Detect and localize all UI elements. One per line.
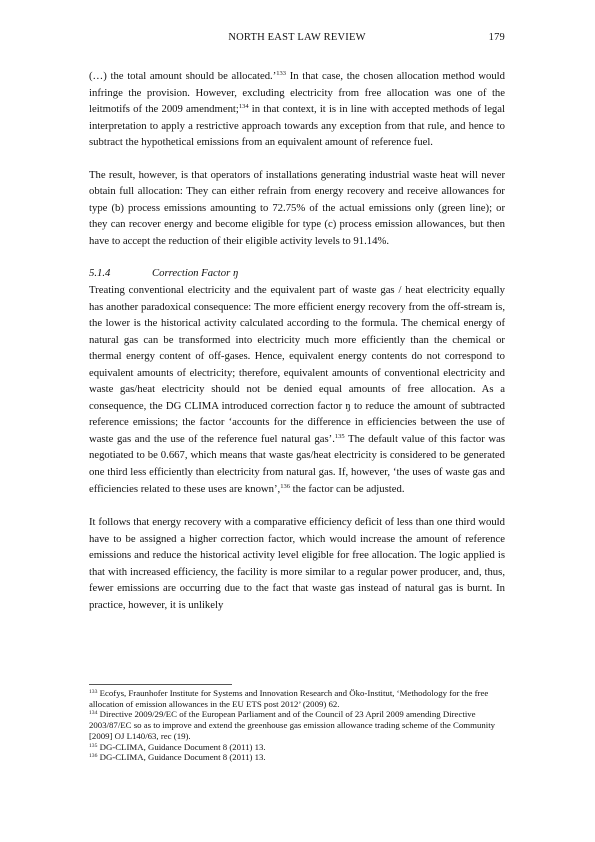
document-page xyxy=(89,32,506,763)
footnote-text: DG-CLIMA, Guidance Document 8 (2011) 13. xyxy=(97,752,266,763)
footnote-number: 136 xyxy=(89,753,98,760)
footnote-number: 133 xyxy=(89,689,98,695)
paragraph-text: In that case, the chosen allocation method would infringe the provision. However, excluding electricity from free allocation was one of the leitmotifs of the 2009 amendment; xyxy=(89,70,505,116)
footnote-133 xyxy=(89,688,505,709)
journal-title: NORTH EAST LAW REVIEW xyxy=(228,32,366,43)
footnote-ref-134[interactable]: 134 xyxy=(238,103,249,111)
section-number: 5.1.4 xyxy=(89,267,111,280)
running-header xyxy=(89,32,505,48)
body-paragraph-1 xyxy=(89,68,505,151)
paragraph-text: The default value of this factor was negotiated to be 0.667, which means that waste gas/heat electricity is considered to be generated one third less efficiently than electricity from natural gas. If, however, ‘the uses of waste gas and efficiencies related to these uses are known’, xyxy=(89,432,506,495)
page-number: 179 xyxy=(488,32,505,43)
footnotes-section xyxy=(89,688,505,763)
footnote-number: 135 xyxy=(89,742,98,749)
paragraph-text: (…) the total amount should be allocated.’ xyxy=(89,70,277,82)
footnote-134 xyxy=(89,709,505,741)
footnote-number: 134 xyxy=(89,710,98,717)
footnote-136 xyxy=(89,752,505,763)
footnote-text: Ecofys, Fraunhofer Institute for Systems and Innovation Research and Öko-Institut, ‘Methodology for the free allocation of emission allowances in the EU ETS post 2012’ (2009) 62. xyxy=(89,688,489,709)
section-title: Correction Factor ŋ xyxy=(152,267,239,280)
body-paragraph-4: It follows that energy recovery with a comparative efficiency deficit of less than one third would have to be assigned a higher correction factor, which would increase the amount of reference emissions and reduce the historical activity level eligible for free allocation. The logic applied is that with increased efficiency, the facility is more similar to a regular power producer, and, thus, fewer emissions are occurring due to the fact that waste gas instead of natural gas is burnt. In practice, however, it is unlikely xyxy=(89,516,505,611)
footnote-ref-135[interactable]: 135 xyxy=(334,432,345,440)
footnote-text: DG-CLIMA, Guidance Document 8 (2011) 13. xyxy=(97,741,266,752)
body-paragraph-3 xyxy=(89,282,505,497)
paragraph-text: in that context, it is in line with accepted methods of legal interpretation to apply a restrictive approach towards any exception from that rule, and hence to subtract the hypothetical emissions from an equivalent amount of reference fuel. xyxy=(89,103,505,149)
footnote-text: Directive 2009/29/EC of the European Parliament and of the Council of 23 April 2009 amending Directive 2003/87/EC so as to improve and extend the greenhouse gas emission allowance trading scheme of the Community [2009] OJ L140/63, rec (19). xyxy=(89,709,496,741)
paragraph-text: the factor can be adjusted. xyxy=(289,482,405,495)
footnote-ref-133[interactable]: 133 xyxy=(276,70,287,77)
footnote-ref-136[interactable]: 136 xyxy=(280,482,290,490)
footnote-divider xyxy=(89,684,232,685)
body-paragraph-2: The result, however, is that operators of installations generating industrial waste heat will never obtain full allocation: They can either refrain from energy recovery and receive allowances for type (b) process emissions amounting to 72.75% of the actual emissions only (green line); or they can recover energy and become eligible for type (c) process emission allowances, but then have to accept the reduction of their eligible activity levels to 91.14%. xyxy=(89,168,505,247)
paragraph-text: Treating conventional electricity and the equivalent part of waste gas / heat electricity equally has another paradoxical consequence: The more efficient energy recovery from the off-stream is, the lower is the historical activity calculated according to the formula. The chemical energy of natural gas can be transformed into electricity much more efficiently than the chemical or thermal energy content of off-gases. Hence, equivalent energy contents do not correspond to equivalent amounts of electricity; therefore, equivalent amounts of conventional electricity and waste gas/heat electricity should not be denied equal amounts of free allocation. As a consequence, the DG CLIMA introduced correction factor ŋ to reduce the amount of subtracted reference emissions; the factor ‘accounts for the difference in efficiencies between the use of waste gas and the use of the reference fuel natural gas’. xyxy=(89,284,505,445)
section-heading xyxy=(89,265,505,282)
footnote-135 xyxy=(89,742,505,753)
